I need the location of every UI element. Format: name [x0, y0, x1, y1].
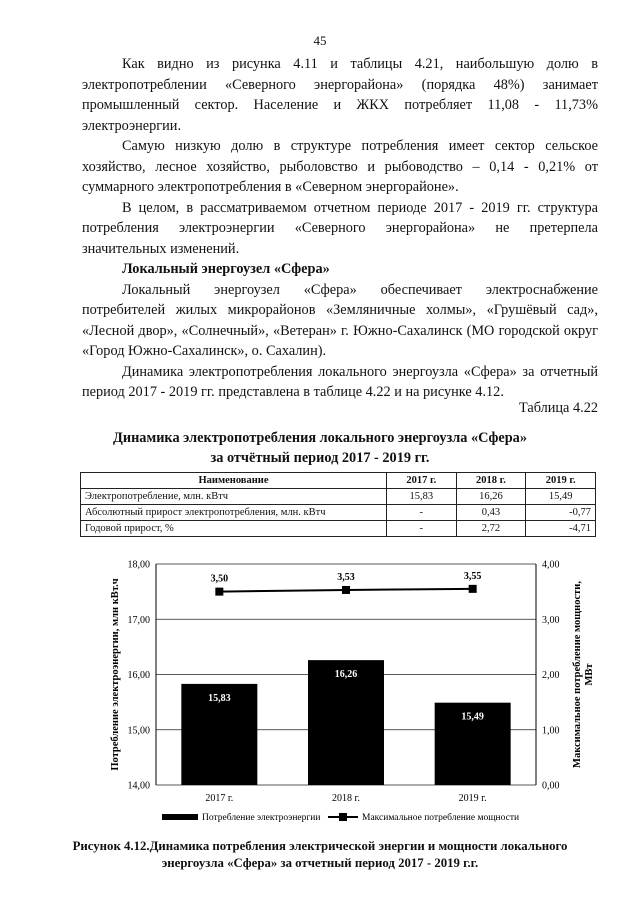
paragraph: Локальный энергоузел «Сфера» обеспечивает электроснабжение потребителей жилых микрорайонов «Земляничные холмы», «Грушёвый сад», «Лесной двор», «Солнечный», «Ветеран» г. Южно-Сахалинск (МО городской округ «Город Южно-Сахалинск», о. Сахалин). — [82, 281, 598, 359]
table-cell: Электропотребление, млн. кВтч — [81, 489, 387, 505]
table-cell: -4,71 — [526, 521, 596, 537]
table-cell: 15,49 — [526, 489, 596, 505]
header-cell: Наименование — [81, 473, 387, 489]
header-cell: 2019 г. — [526, 473, 596, 489]
line-data-label: 3,53 — [337, 571, 355, 583]
section-heading: Локальный энергоузел «Сфера» — [122, 261, 330, 277]
table-row — [81, 521, 596, 537]
table-title-line: за отчётный период 2017 - 2019 гг. — [210, 450, 430, 466]
y2-tick-label: 2,00 — [542, 670, 560, 681]
table-title-line: Динамика электропотребления локального энергоузла «Сфера» — [113, 430, 527, 446]
legend-line-marker — [339, 813, 347, 821]
table-cell: - — [386, 505, 456, 521]
line-data-label: 3,55 — [463, 570, 482, 582]
caption-line: Рисунок 4.12.Динамика потребления электрической энергии и мощности локального — [72, 839, 568, 853]
legend-line-label: Максимальное потребление мощности — [362, 813, 520, 823]
paragraph: В целом, в рассматриваемом отчетном периоде 2017 - 2019 гг. структура потребления электроэнергии «Северного энергорайона» не претерпела значительных изменений. — [82, 199, 598, 257]
paragraph: Как видно из рисунка 4.11 и таблицы 4.21, наибольшую долю в электропотреблении «Северного энергорайона» (порядка 48%) занимает промышленный сектор. Население и ЖКХ потребляет 11,08 - 11,73% электроэнергии. — [82, 56, 598, 134]
paragraph: Самую низкую долю в структуре потребления имеет сектор сельское хозяйство, лесное хозяйство, рыболовство и рыбоводство – 0,14 - 0,21% от суммарного электропотребления в «Северном энергорайоне». — [82, 138, 598, 195]
table-header-row — [81, 473, 596, 489]
legend-bar-label: Потребление электроэнергии — [202, 813, 321, 823]
line-marker — [342, 586, 350, 594]
figure-caption — [0, 838, 640, 872]
x-tick-label: 2017 г. — [205, 793, 234, 804]
y-axis-title: Потребление электроэнергии, млн кВт.ч — [110, 578, 121, 771]
table-cell: 16,26 — [456, 489, 526, 505]
line-marker — [215, 588, 223, 596]
y2-axis-title: МВт — [584, 663, 595, 686]
y-tick-label: 15,00 — [127, 725, 150, 737]
legend-bar-swatch — [162, 814, 198, 820]
table-row — [81, 505, 596, 521]
header-cell: 2018 г. — [456, 473, 526, 489]
table-cell: 0,43 — [456, 505, 526, 521]
table-cell: 2,72 — [456, 521, 526, 537]
table-title — [0, 428, 640, 468]
bar-data-label: 16,26 — [334, 669, 358, 681]
y2-tick-label: 4,00 — [542, 559, 560, 571]
bar-data-label: 15,49 — [461, 711, 484, 723]
consumption-table — [80, 472, 596, 537]
caption-line: энергоузла «Сфера» за отчетный период 2017 - 2019 г.г. — [161, 856, 479, 870]
y-tick-label: 14,00 — [127, 780, 150, 792]
line-data-label: 3,50 — [210, 573, 229, 585]
consumption-chart — [96, 552, 596, 830]
y2-tick-label: 3,00 — [542, 614, 560, 626]
body-text — [82, 54, 598, 403]
y-tick-label: 16,00 — [127, 670, 150, 681]
table-cell: - — [386, 521, 456, 537]
y-tick-label: 18,00 — [127, 559, 150, 571]
y-tick-label: 17,00 — [127, 614, 150, 626]
y2-tick-label: 0,00 — [542, 780, 560, 792]
paragraph: Динамика электропотребления локального энергоузла «Сфера» за отчетный период 2017 - 2019 гг. представлена в таблице 4.22 и на рисунке 4.12. — [82, 363, 598, 400]
page-number: 45 — [313, 33, 327, 48]
table-cell: -0,77 — [526, 505, 596, 521]
table-row — [81, 489, 596, 505]
y2-axis-title: Максимальное потребление мощности, — [572, 581, 583, 768]
header-cell: 2017 г. — [386, 473, 456, 489]
y2-tick-label: 1,00 — [542, 725, 560, 737]
table-cell: Абсолютный прирост электропотребления, млн. кВтч — [81, 505, 387, 521]
line-marker — [469, 585, 477, 593]
x-tick-label: 2018 г. — [332, 793, 360, 804]
table-cell: Годовой прирост, % — [81, 521, 387, 537]
bar-data-label: 15,83 — [208, 692, 231, 704]
table-cell: 15,83 — [386, 489, 456, 505]
x-tick-label: 2019 г. — [458, 793, 487, 804]
table-label: Таблица 4.22 — [518, 400, 598, 416]
